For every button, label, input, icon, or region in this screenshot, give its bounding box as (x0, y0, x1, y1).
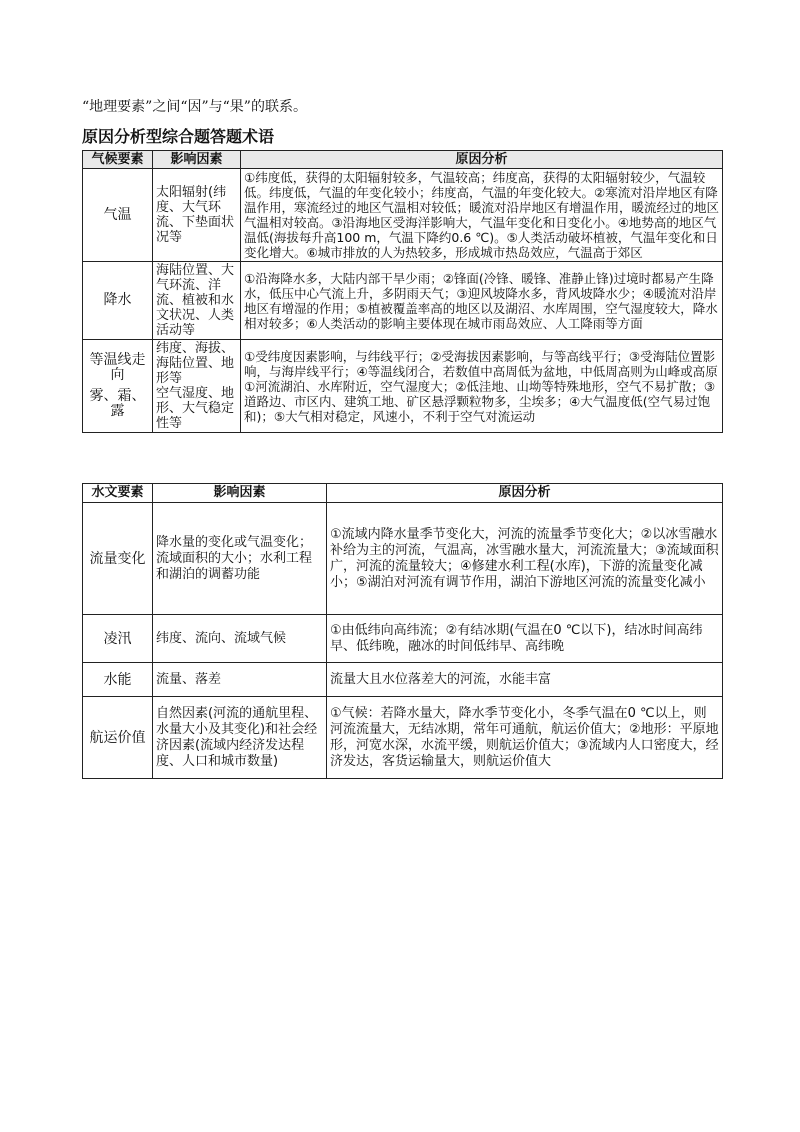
intro-text: “地理要素”之间“因”与“果”的联系。 (82, 99, 307, 115)
table-row (83, 169, 723, 262)
climate-factors-cell: 海陆位置、大气环流、洋流、植被和水文状况、人类活动等 (153, 262, 241, 340)
climate-header-analysis: 原因分析 (241, 151, 723, 169)
water-element-cell: 流量变化 (83, 503, 153, 615)
climate-analysis-cell: ①沿海降水多，大陆内部干旱少雨；②锋面(冷锋、暖锋、准静止锋)过境时都易产生降水，低压中心气流上升，多阴雨天气；③迎风坡降水多，背风坡降水少；④暖流对沿岸地区有增湿的作用；⑤植被覆盖率高的地区以及湖沼、水库周围，空气湿度较大，降水相对较多；⑥人类活动的影响主要体现在城市雨岛效应、人工降雨等方面 (241, 262, 723, 340)
analysis-fog: ①河流湖泊、水库附近，空气湿度大；②低洼地、山坳等特殊地形，空气不易扩散；③道路边、市区内、建筑工地、矿区悬浮颗粒物多，尘埃多；④大气温度低(空气易过饱和)；⑤大气相对稳定，风速小，不利于空气对流运动 (244, 378, 716, 424)
table-row (83, 503, 723, 615)
climate-header-element: 气候要素 (83, 151, 153, 169)
water-element-cell: 水能 (83, 663, 153, 697)
water-header-analysis: 原因分析 (327, 484, 723, 503)
factors-fog: 空气湿度、地形、大气稳定性等 (156, 386, 235, 431)
water-analysis-cell: 流量大且水位落差大的河流，水能丰富 (327, 663, 723, 697)
climate-factors-cell: 太阳辐射(纬度、大气环流、下垫面状况等 (153, 169, 241, 262)
element-fog: 雾、霜、露 (89, 388, 146, 419)
climate-element-cell (83, 340, 153, 433)
table-row (83, 340, 723, 433)
element-isotherm: 等温线走向 (89, 352, 146, 383)
water-analysis-cell: ①流域内降水量季节变化大，河流的流量季节变化大；②以冰雪融水补给为主的河流，气温高，冰雪融水量大，河流流量大；③流域面积广，河流的流量较大；④修建水利工程(水库)，下游的流量变化减小；⑤湖泊对河流有调节作用，湖泊下游地区河流的流量变化减小 (327, 503, 723, 615)
water-element-cell: 凌汛 (83, 615, 153, 663)
water-header-row (83, 484, 723, 503)
water-factors-cell: 流量、落差 (153, 663, 327, 697)
table-row (83, 615, 723, 663)
water-header-element: 水文要素 (83, 484, 153, 503)
water-analysis-cell: ①由低纬向高纬流；②有结冰期(气温在0 ℃以下)，结冰时间高纬早、低纬晚，融冰的时间低纬早、高纬晚 (327, 615, 723, 663)
water-header-factors: 影响因素 (153, 484, 327, 503)
climate-table (82, 150, 723, 433)
water-factors-cell: 自然因素(河流的通航里程、水量大小及其变化)和社会经济因素(流域内经济发达程度、人口和城市数量) (153, 697, 327, 779)
climate-element-cell: 气温 (83, 169, 153, 262)
climate-factors-cell (153, 340, 241, 433)
table-row (83, 697, 723, 779)
water-factors-cell: 纬度、流向、流域气候 (153, 615, 327, 663)
climate-header-row (83, 151, 723, 169)
climate-element-cell: 降水 (83, 262, 153, 340)
analysis-isotherm: ①受纬度因素影响，与纬线平行；②受海拔因素影响，与等高线平行；③受海陆位置影响，与海岸线平行；④等温线闭合，若数值中高周低为盆地，中低周高则为山峰或高原 (244, 348, 718, 379)
climate-header-factors: 影响因素 (153, 151, 241, 169)
table-row (83, 663, 723, 697)
factors-isotherm: 纬度、海拔、海陆位置、地形等 (156, 341, 235, 386)
water-factors-cell: 降水量的变化或气温变化；流域面积的大小；水利工程和湖泊的调蓄功能 (153, 503, 327, 615)
table-row (83, 262, 723, 340)
section-heading: 原因分析型综合题答题术语 (82, 127, 275, 146)
water-element-cell: 航运价值 (83, 697, 153, 779)
climate-analysis-cell: ①纬度低，获得的太阳辐射较多，气温较高；纬度高，获得的太阳辐射较少，气温较低。纬度低，气温的年变化较小；纬度高，气温的年变化较大。②寒流对沿岸地区有降温作用，寒流经过的地区气温相对较低；暖流对沿岸地区有增温作用，暖流经过的地区气温相对较高。③沿海地区受海洋影响大，气温年变化和日变化小。④地势高的地区气温低(海拔每升高100 m，气温下降约0.6 ℃)。⑤人类活动破坏植被，气温年变化和日变化增大。⑥城市排放的人为热较多，形成城市热岛效应，气温高于郊区 (241, 169, 723, 262)
climate-analysis-cell (241, 340, 723, 433)
water-analysis-cell: ①气候：若降水量大，降水季节变化小，冬季气温在0 ℃以上，则河流流量大，无结冰期，常年可通航，航运价值大；②地形：平原地形，河宽水深，水流平缓，则航运价值大；③流域内人口密度大，经济发达，客货运输量大，则航运价值大 (327, 697, 723, 779)
water-table (82, 483, 723, 779)
